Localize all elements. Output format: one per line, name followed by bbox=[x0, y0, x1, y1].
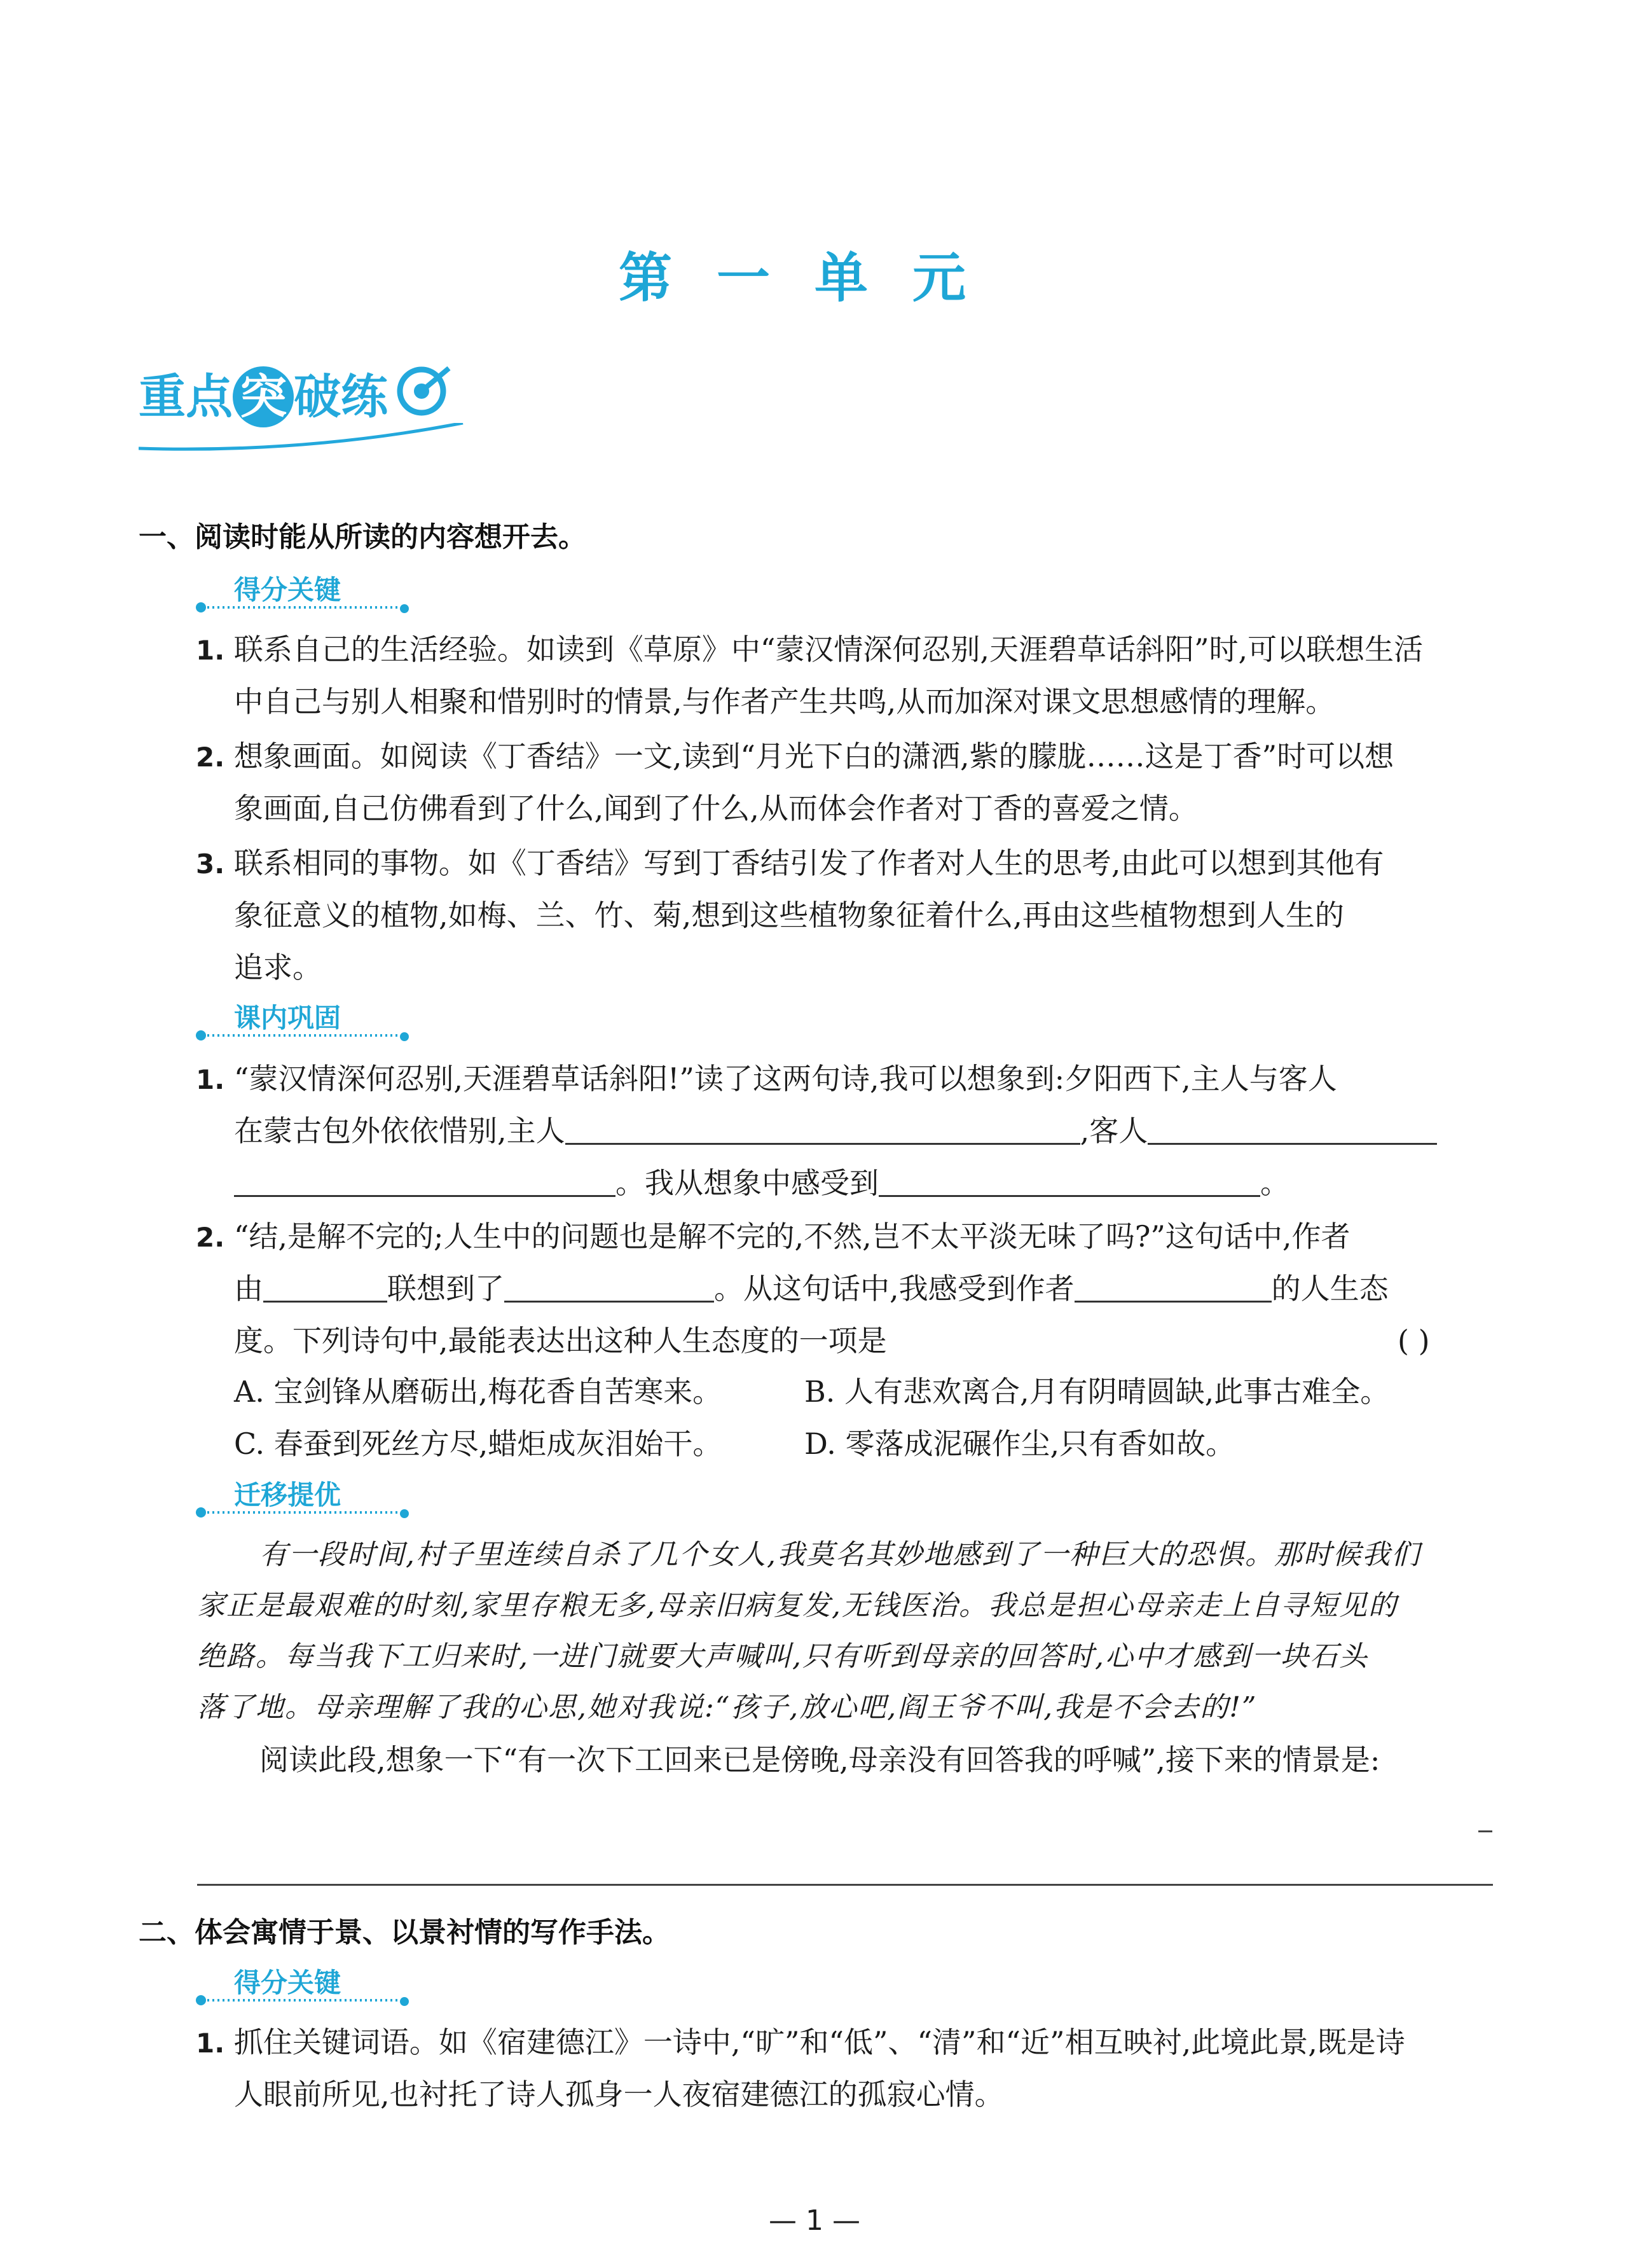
section-banner bbox=[139, 347, 469, 461]
banner-circle-char: 突 bbox=[233, 366, 294, 427]
key-item-3-line-2: 象征意义的植物,如梅、兰、竹、菊,想到这些植物象征着什么,再由这些植物想到人生的 bbox=[234, 898, 1344, 932]
answer-line[interactable] bbox=[197, 1884, 1493, 1886]
answer-blank[interactable] bbox=[263, 1271, 387, 1303]
key-item-2-line-1: 2. 想象画面。如阅读《丁香结》一文,读到“月光下白的潇洒,紫的朦胧……这是丁香”时可以想 bbox=[196, 739, 1394, 773]
unit-title: 第一单元 bbox=[618, 247, 1010, 309]
answer-blank[interactable] bbox=[879, 1166, 1260, 1197]
q2-line-2: 由 联想到了 。从这句话中,我感受到作者 的人生态 bbox=[234, 1271, 1389, 1306]
answer-blank[interactable] bbox=[565, 1114, 1080, 1145]
passage-line-2: 家正是最艰难的时刻,家里存粮无多,母亲旧病复发,无钱医治。我总是担心母亲走上自寻短见的 bbox=[197, 1589, 1398, 1622]
transfer-label: 迁移提优 bbox=[234, 1479, 341, 1511]
key-item-1-line-1: 1. 联系自己的生活经验。如读到《草原》中“蒙汉情深何忍别,天涯碧草话斜阳”时,可以联想生活 bbox=[196, 632, 1424, 667]
answer-blank[interactable] bbox=[1075, 1271, 1272, 1303]
q1-line-1: 1. “蒙汉情深何忍别,天涯碧草话斜阳!”读了这两句诗,我可以想象到:夕阳西下,主人与客人 bbox=[196, 1061, 1337, 1096]
answer-paren[interactable]: ( ) bbox=[1398, 1324, 1430, 1358]
dotted-underline bbox=[196, 1029, 412, 1042]
q1-line-2: 在蒙古包外依依惜别,主人 ,客人 bbox=[234, 1111, 1437, 1151]
key-item-3-line-1: 3. 联系相同的事物。如《丁香结》写到丁香结引发了作者对人生的思考,由此可以想到其他有 bbox=[196, 846, 1384, 880]
option-c[interactable]: C. 春蚕到死丝方尽,蜡炬成灰泪始干。 bbox=[234, 1427, 722, 1461]
dotted-underline bbox=[196, 1506, 412, 1519]
passage-line-3: 绝路。每当我下工归来时,一进门就要大声喊叫,只有听到母亲的回答时,心中才感到一块石头 bbox=[197, 1640, 1368, 1673]
page-number: — 1 — bbox=[769, 2204, 860, 2237]
key-points-header bbox=[196, 569, 463, 620]
consolidate-header bbox=[196, 997, 463, 1048]
option-d[interactable]: D. 零落成泥碾作尘,只有香如故。 bbox=[804, 1427, 1235, 1461]
option-a[interactable]: A. 宝剑锋从磨砺出,梅花香自苦寒来。 bbox=[234, 1374, 722, 1409]
s2-key-item-1-line-1: 1. 抓住关键词语。如《宿建德江》一诗中,“旷”和“低”、“清”和“近”相互映衬,此境此景,既是诗 bbox=[196, 2025, 1405, 2059]
q2-line-3: 度。下列诗句中,最能表达出这种人生态度的一项是 bbox=[234, 1324, 887, 1358]
banner-swoosh bbox=[139, 423, 469, 461]
key-points-header-2 bbox=[196, 1962, 463, 2013]
answer-blank[interactable] bbox=[504, 1271, 714, 1303]
answer-blank[interactable] bbox=[1148, 1114, 1437, 1145]
transfer-question: 阅读此段,想象一下“有一次下工回来已是傍晚,母亲没有回答我的呼喊”,接下来的情景是: bbox=[259, 1743, 1380, 1777]
dotted-underline bbox=[196, 1994, 412, 2007]
section-2-heading: 二、体会寓情于景、以景衬情的写作手法。 bbox=[139, 1916, 670, 1949]
answer-line-end bbox=[1478, 1830, 1492, 1832]
q2-line-1: 2. “结,是解不完的;人生中的问题也是解不完的,不然,岂不太平淡无味了吗?”这句话中,作者 bbox=[196, 1219, 1351, 1254]
key-points-label: 得分关键 bbox=[234, 574, 341, 605]
key-item-3-line-3: 追求。 bbox=[234, 950, 322, 985]
key-item-1-line-2: 中自己与别人相聚和惜别时的情景,与作者产生共鸣,从而加深对课文思想感情的理解。 bbox=[234, 684, 1335, 719]
banner-text-2: 破练 bbox=[294, 370, 388, 424]
dotted-underline bbox=[196, 601, 412, 614]
option-b[interactable]: B. 人有悲欢离合,月有阴晴圆缺,此事古难全。 bbox=[804, 1374, 1390, 1409]
transfer-header bbox=[196, 1474, 463, 1525]
answer-blank[interactable] bbox=[234, 1166, 615, 1197]
passage-line-1: 有一段时间,村子里连续自杀了几个女人,我莫名其妙地感到了一种巨大的恐惧。那时候我们 bbox=[259, 1539, 1420, 1571]
section-1-heading: 一、阅读时能从所读的内容想开去。 bbox=[139, 521, 586, 553]
key-item-2-line-2: 象画面,自己仿佛看到了什么,闻到了什么,从而体会作者对丁香的喜爱之情。 bbox=[234, 791, 1198, 826]
consolidate-label: 课内巩固 bbox=[234, 1002, 341, 1034]
passage-line-4: 落了地。母亲理解了我的心思,她对我说:“孩子,放心吧,阎王爷不叫,我是不会去的!” bbox=[197, 1691, 1258, 1724]
q1-line-3: 。我从想象中感受到 。 bbox=[234, 1163, 1289, 1203]
banner-text-1: 重点 bbox=[139, 370, 233, 424]
s2-key-item-1-line-2: 人眼前所见,也衬托了诗人孤身一人夜宿建德江的孤寂心情。 bbox=[234, 2077, 1004, 2112]
key-points-label-2: 得分关键 bbox=[234, 1967, 341, 1998]
target-icon bbox=[393, 359, 457, 423]
